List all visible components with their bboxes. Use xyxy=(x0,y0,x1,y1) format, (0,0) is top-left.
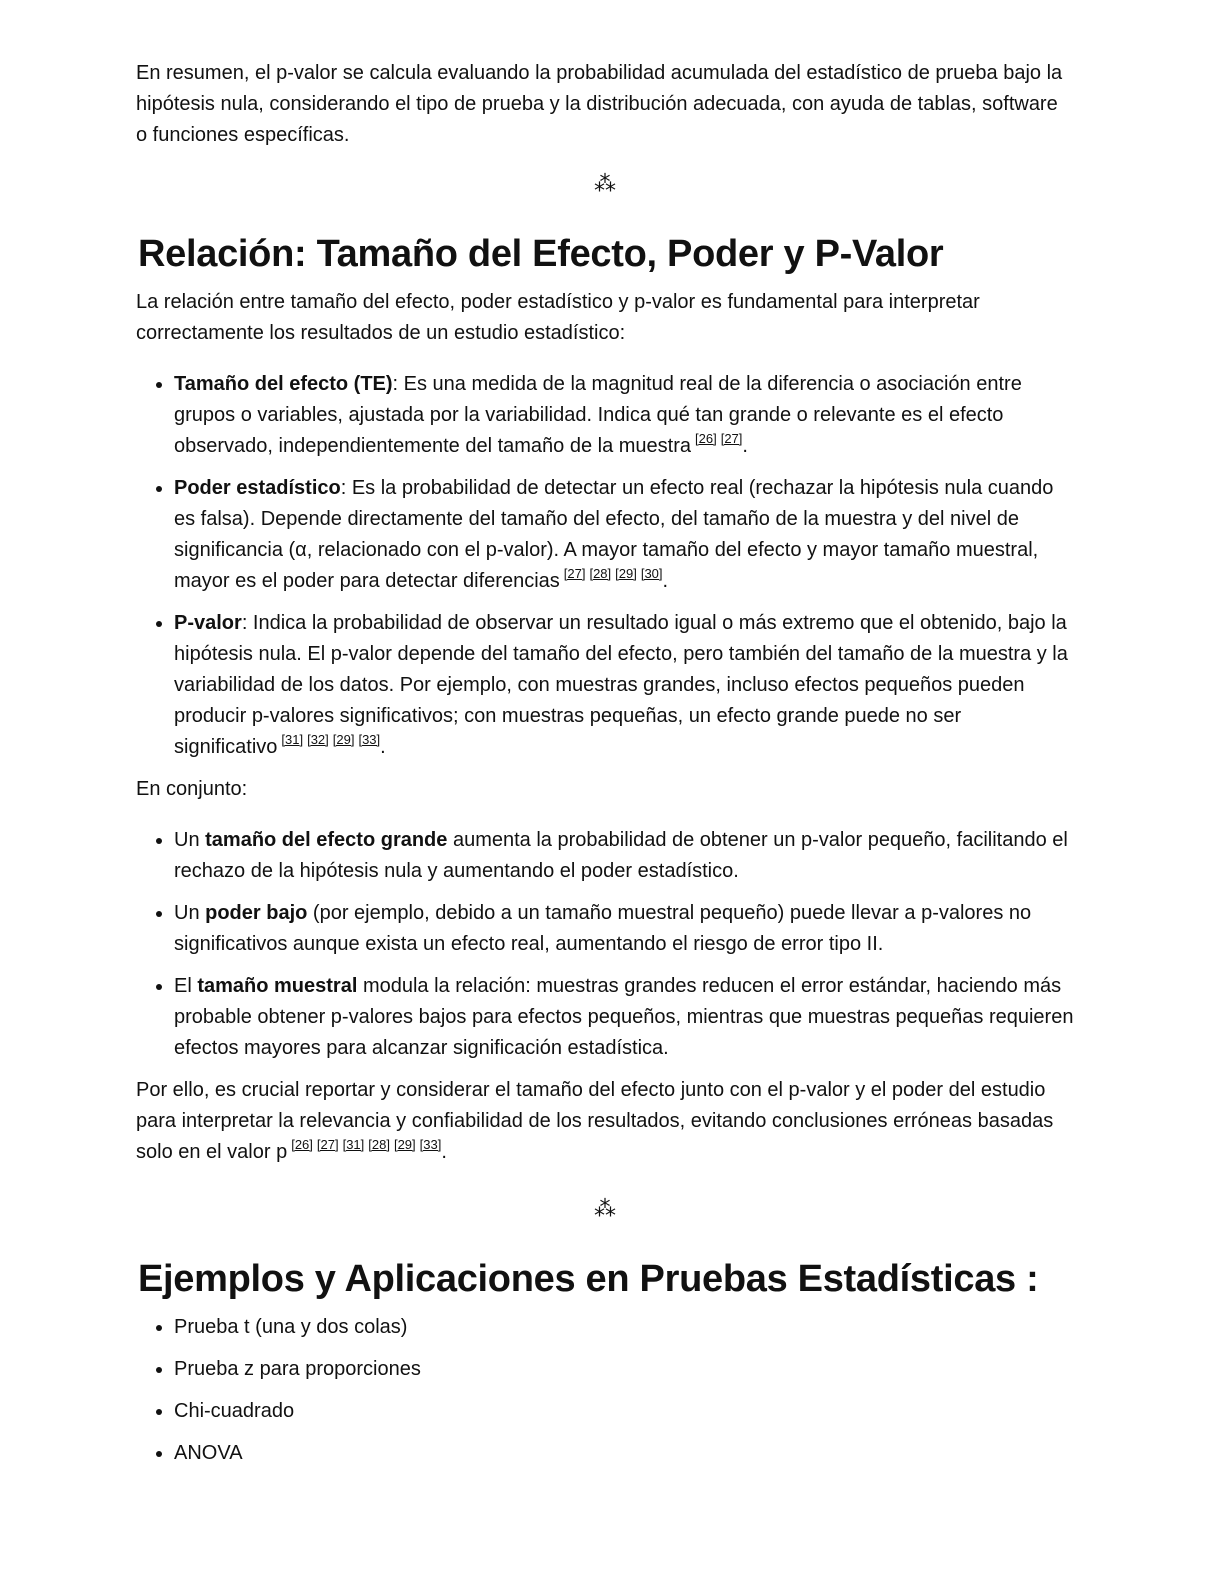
intro-summary: En resumen, el p-valor se calcula evaluando la probabilidad acumulada del estadístico de prueba bajo la hipótesis nula, considerando el tipo de prueba y la distribución adecuada, con ayuda de tablas, software o funciones específicas. xyxy=(136,62,1063,146)
list-item: • Prueba z para proporciones xyxy=(174,1354,1074,1385)
term: Poder estadístico xyxy=(174,477,341,499)
list-item: • ANOVA xyxy=(174,1438,1074,1469)
citation-link[interactable]: [31] xyxy=(281,732,304,747)
list-item xyxy=(174,369,1074,462)
item-text: (por ejemplo, debido a un tamaño muestral pequeño) puede llevar a p-valores no significativos aunque exista un efecto real, aumentando el riesgo de error tipo II. xyxy=(174,902,1032,955)
term: tamaño muestral xyxy=(197,975,358,997)
section-lead: La relación entre tamaño del efecto, poder estadístico y p-valor es fundamental para interpretar correctamente los resultados de un estudio estadístico: xyxy=(136,291,980,344)
list-item xyxy=(174,971,1074,1064)
examples-list xyxy=(136,1312,1074,1469)
item-prefix: Un xyxy=(174,829,206,851)
citation-link[interactable]: [26] xyxy=(695,431,717,446)
section-divider: ⁂ xyxy=(594,1196,616,1221)
term: Tamaño del efecto (TE) xyxy=(174,373,393,395)
citation-link[interactable]: [28] xyxy=(368,1137,390,1152)
closing-text: Por ello, es crucial reportar y considerar el tamaño del efecto junto con el p-valor y el poder del estudio para interpretar la relevancia y confiabilidad de los resultados, evitando conclusiones erróneas basadas solo en el valor p xyxy=(136,1079,1054,1163)
citation-link[interactable]: [27] xyxy=(720,431,743,446)
term: P-valor xyxy=(174,612,242,634)
citation-link[interactable]: [26] xyxy=(291,1137,313,1152)
item-end: . xyxy=(742,435,748,457)
citation-link[interactable]: [27] xyxy=(563,566,586,581)
item-text: modula la relación: muestras grandes reducen el error estándar, haciendo más probable obtener p-valores bajos para efectos pequeños, mientras que muestras pequeñas requieren efectos mayores para alcanzar significación estadística. xyxy=(174,975,1074,1059)
item-end: . xyxy=(662,570,669,592)
item-text: : Indica la probabilidad de observar un resultado igual o más extremo que el obtenido, bajo la hipótesis nula. El p-valor depende del tamaño del efecto, pero también del tamaño de la muestra y la variabilidad de los datos. Por ejemplo, con muestras grandes, incluso efectos pequeños pueden producir p-valores significativos; con muestras pequeñas, un efecto grande puede no ser significativo xyxy=(174,612,1068,758)
citation-link[interactable]: [28] xyxy=(589,566,612,581)
citation-link[interactable]: [27] xyxy=(316,1137,339,1152)
citation-link[interactable]: [30] xyxy=(640,566,663,581)
item-end: . xyxy=(380,736,386,758)
item-text: aumenta la probabilidad de obtener un p-valor pequeño, facilitando el rechazo de la hipótesis nula y aumentando el poder estadístico. xyxy=(174,829,1068,882)
list-item xyxy=(174,608,1074,763)
definitions-list xyxy=(136,369,1074,763)
item-prefix: Un xyxy=(174,902,206,924)
section-divider: ⁂ xyxy=(594,171,616,196)
term: tamaño del efecto grande xyxy=(205,829,448,851)
closing-paragraph xyxy=(136,1075,1074,1168)
citation-link[interactable]: [33] xyxy=(358,732,381,747)
closing-end: . xyxy=(441,1141,447,1163)
conjunto-label: En conjunto: xyxy=(136,778,248,800)
list-item: • Chi-cuadrado xyxy=(174,1396,1074,1427)
section-title-relacion: Relación: Tamaño del Efecto, Poder y P-Valor xyxy=(138,233,944,275)
citation-link[interactable]: [29] xyxy=(615,566,637,581)
citation-link[interactable]: [29] xyxy=(393,1137,416,1152)
item-text: : Es la probabilidad de detectar un efecto real (rechazar la hipótesis nula cuando es falsa). Depende directamente del tamaño del efecto, del tamaño de la muestra y del nivel de significancia (α, relacionado con el p-valor). A mayor tamaño del efecto y mayor tamaño muestral, mayor es el poder para detectar diferencias xyxy=(174,477,1054,592)
citation-link[interactable]: [29] xyxy=(332,732,355,747)
list-item xyxy=(174,473,1074,597)
section-title-ejemplos: Ejemplos y Aplicaciones en Pruebas Estadísticas : xyxy=(138,1258,1039,1300)
list-item xyxy=(174,825,1074,887)
item-text: : Es una medida de la magnitud real de la diferencia o asociación entre grupos o variables, ajustada por la variabilidad. Indica qué tan grande o relevante es el efecto observado, independientemente del tamaño de la muestra xyxy=(174,373,1022,457)
citation-link[interactable]: [32] xyxy=(307,732,329,747)
term: poder bajo xyxy=(205,902,308,924)
citation-link[interactable]: [33] xyxy=(419,1137,442,1152)
citation-link[interactable]: [31] xyxy=(342,1137,365,1152)
list-item: • Prueba t (una y dos colas) xyxy=(174,1312,1074,1343)
conjunto-list xyxy=(136,825,1074,1064)
list-item xyxy=(174,898,1074,960)
item-prefix: El xyxy=(174,975,198,997)
